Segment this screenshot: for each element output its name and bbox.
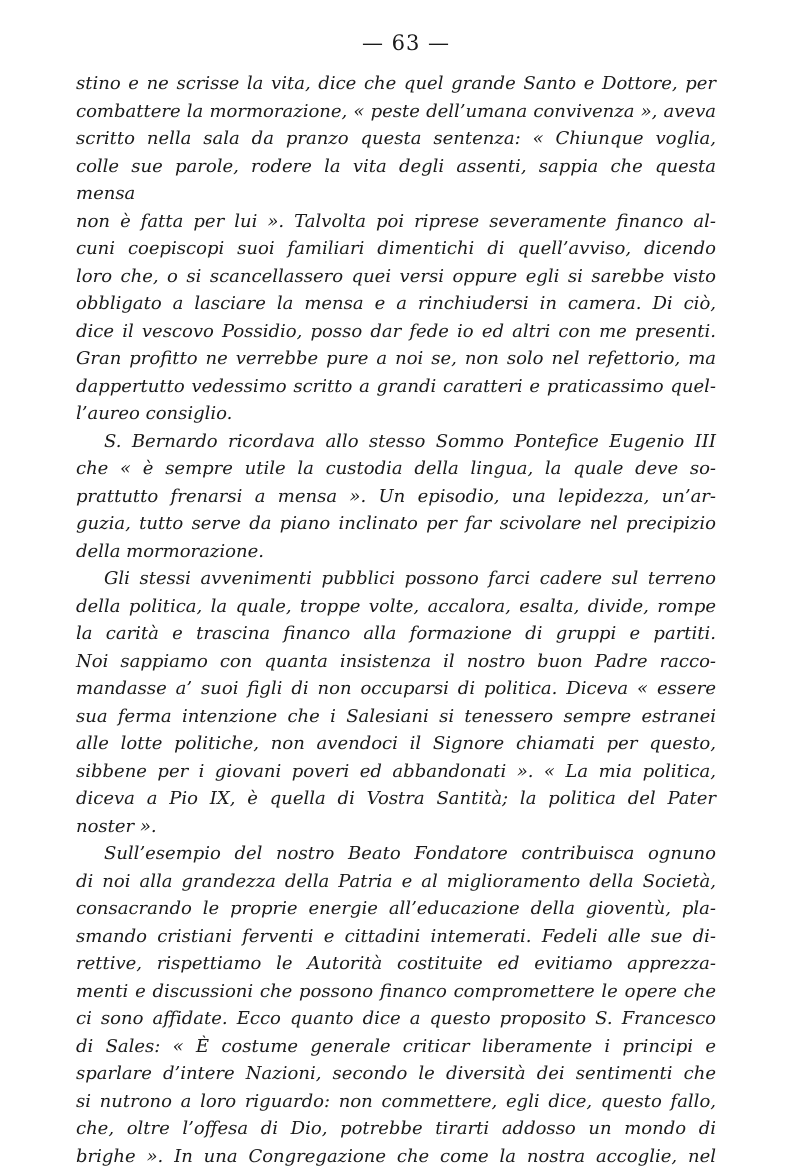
text-line: alle lotte politiche, non avendoci il Signore chiamati per questo, <box>76 730 716 758</box>
text-line: brighe ». In una Congregazione che come la nostra accoglie, nel <box>76 1143 716 1170</box>
text-line: menti e discussioni che possono financo compromettere le opere che <box>76 978 716 1006</box>
text-line: scritto nella sala da pranzo questa sentenza: « Chiunque voglia, <box>76 125 716 153</box>
body-text <box>76 70 716 1170</box>
text-line: di noi alla grandezza della Patria e al miglioramento della Società, <box>76 868 716 896</box>
text-line: Gli stessi avvenimenti pubblici possono farci cadere sul terreno <box>76 565 716 593</box>
text-line: non è fatta per lui ». Talvolta poi riprese severamente financo al- <box>76 208 716 236</box>
text-line: obbligato a lasciare la mensa e a rinchiudersi in camera. Di ciò, <box>76 290 716 318</box>
text-line: cuni coepiscopi suoi familiari dimentichi di quell’avviso, dicendo <box>76 235 716 263</box>
text-line: dappertutto vedessimo scritto a grandi caratteri e praticassimo quel- <box>76 373 716 401</box>
text-line: rettive, rispettiamo le Autorità costituite ed evitiamo apprezza- <box>76 950 716 978</box>
text-line: sparlare d’intere Nazioni, secondo le diversità dei sentimenti che <box>76 1060 716 1088</box>
text-line: combattere la mormorazione, « peste dell’umana convivenza », aveva <box>76 98 716 126</box>
text-line: colle sue parole, rodere la vita degli assenti, sappia che questa mensa <box>76 153 716 208</box>
text-line: smando cristiani ferventi e cittadini intemerati. Fedeli alle sue di- <box>76 923 716 951</box>
text-line: Sull’esempio del nostro Beato Fondatore contribuisca ognuno <box>76 840 716 868</box>
text-line: sibbene per i giovani poveri ed abbandonati ». « La mia politica, <box>76 758 716 786</box>
text-line: Noi sappiamo con quanta insistenza il nostro buon Padre racco- <box>76 648 716 676</box>
text-line: della politica, la quale, troppe volte, accalora, esalta, divide, rompe <box>76 593 716 621</box>
text-line: guzia, tutto serve da piano inclinato per far scivolare nel precipizio <box>76 510 716 538</box>
text-line: che, oltre l’offesa di Dio, potrebbe tirarti addosso un mondo di <box>76 1115 716 1143</box>
text-line: ci sono affidate. Ecco quanto dice a questo proposito S. Francesco <box>76 1005 716 1033</box>
text-line: loro che, o si scancellassero quei versi oppure egli si sarebbe visto <box>76 263 716 291</box>
page-number: — 63 — <box>96 30 716 56</box>
text-line: sua ferma intenzione che i Salesiani si tenessero sempre estranei <box>76 703 716 731</box>
text-line: l’aureo consiglio. <box>76 400 716 428</box>
text-line: mandasse a’ suoi figli di non occuparsi di politica. Diceva « essere <box>76 675 716 703</box>
text-line: si nutrono a loro riguardo: non commettere, egli dice, questo fallo, <box>76 1088 716 1116</box>
text-line: Gran profitto ne verrebbe pure a noi se, non solo nel refettorio, ma <box>76 345 716 373</box>
text-line: diceva a Pio IX, è quella di Vostra Santità; la politica del Pater <box>76 785 716 813</box>
text-line: la carità e trascina financo alla formazione di gruppi e partiti. <box>76 620 716 648</box>
text-line: stino e ne scrisse la vita, dice che quel grande Santo e Dottore, per <box>76 70 716 98</box>
text-line: consacrando le proprie energie all’educazione della gioventù, pla- <box>76 895 716 923</box>
text-line: prattutto frenarsi a mensa ». Un episodio, una lepidezza, un’ar- <box>76 483 716 511</box>
text-line: noster ». <box>76 813 716 841</box>
text-line: che « è sempre utile la custodia della lingua, la quale deve so- <box>76 455 716 483</box>
text-line: di Sales: « È costume generale criticar liberamente i principi e <box>76 1033 716 1061</box>
text-line: S. Bernardo ricordava allo stesso Sommo Pontefice Eugenio III <box>76 428 716 456</box>
text-line: della mormorazione. <box>76 538 716 566</box>
text-line: dice il vescovo Possidio, posso dar fede io ed altri con me presenti. <box>76 318 716 346</box>
book-page <box>76 30 716 1170</box>
